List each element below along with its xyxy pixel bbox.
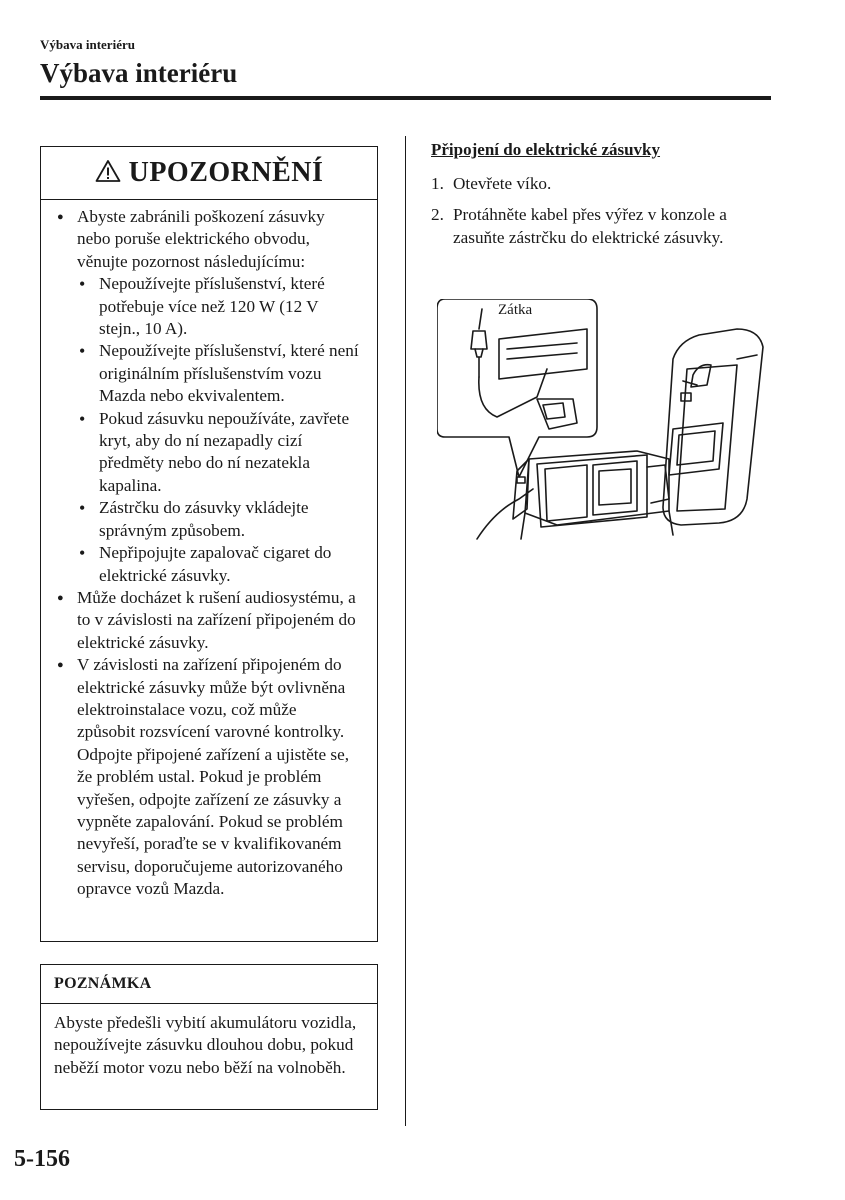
- page-title: Výbava interiéru: [40, 58, 238, 88]
- warning-header: [41, 147, 377, 200]
- note-box: [40, 964, 378, 1110]
- callout-label-zatka: Zátka: [498, 302, 533, 318]
- warning-sub-bullet: • Nepřipojujte zapalovač cigaret do elektrické zásuvky.: [77, 542, 359, 587]
- step-text: Otevřete víko.: [453, 174, 552, 193]
- breadcrumb: Výbava interiéru: [40, 37, 135, 52]
- warning-sub-bullet: • Nepoužívejte příslušenství, které není originálním příslušenstvím vozu Mazda nebo ekvivalentem.: [77, 340, 359, 407]
- warning-body: [41, 200, 377, 901]
- title-rule: [40, 96, 771, 100]
- warning-bullet: [55, 206, 359, 587]
- warning-bullet: ● V závislosti na zařízení připojeném do elektrické zásuvky může být ovlivněna elektroinstalace vozu, což může způsobit rozsvícení varovné kontrolky. Odpojte připojené zařízení a ujistěte se, že problém ustal. Pokud je problém vyřešen, odpojte zařízení ze zásuvky a vypněte zapalování. Pokud se problém nevyřeší, poraďte se v kvalifikovaném servisu, doporučujeme autorizovaného opravce vozů Mazda.: [55, 654, 359, 900]
- warning-sub-bullet: • Zástrčku do zásuvky vkládejte správným způsobem.: [77, 497, 359, 542]
- warning-bullet-text: Abyste zabránili poškození zásuvky nebo poruše elektrického obvodu, věnujte pozornost následujícímu:: [77, 207, 325, 271]
- step-text: Protáhněte kabel přes výřez v konzole a zasuňte zástrčku do elektrické zásuvky.: [453, 205, 727, 247]
- warning-box: [40, 146, 378, 942]
- page-number: 5-156: [14, 1146, 70, 1172]
- console-socket-illustration: [437, 299, 774, 544]
- warning-sub-bullet: • Pokud zásuvku nepoužíváte, zavřete kryt, aby do ní nezapadly cizí předměty nebo do ní nezatekla kapalina.: [77, 408, 359, 498]
- warning-triangle-icon: [95, 159, 121, 188]
- warning-bullet: ● Může docházet k rušení audiosystému, a to v závislosti na zařízení připojeném do elektrické zásuvky.: [55, 587, 359, 654]
- steps-list: [431, 173, 771, 258]
- step-number: 2.: [431, 205, 444, 225]
- warning-sub-bullet: • Nepoužívejte příslušenství, které potřebuje více než 120 W (12 V stejn., 10 A).: [77, 273, 359, 340]
- column-divider: [405, 136, 406, 1126]
- note-title: POZNÁMKA: [41, 965, 377, 1004]
- warning-title: UPOZORNĚNÍ: [128, 157, 324, 188]
- section-heading: Připojení do elektrické zásuvky: [431, 140, 661, 159]
- step-item: [431, 173, 771, 195]
- step-number: 1.: [431, 174, 444, 193]
- step-item: [431, 204, 771, 249]
- note-text: Abyste předešli vybití akumulátoru vozidla, nepoužívejte zásuvku dlouhou dobu, pokud neběží motor vozu nebo běží na volnoběh.: [54, 1013, 357, 1077]
